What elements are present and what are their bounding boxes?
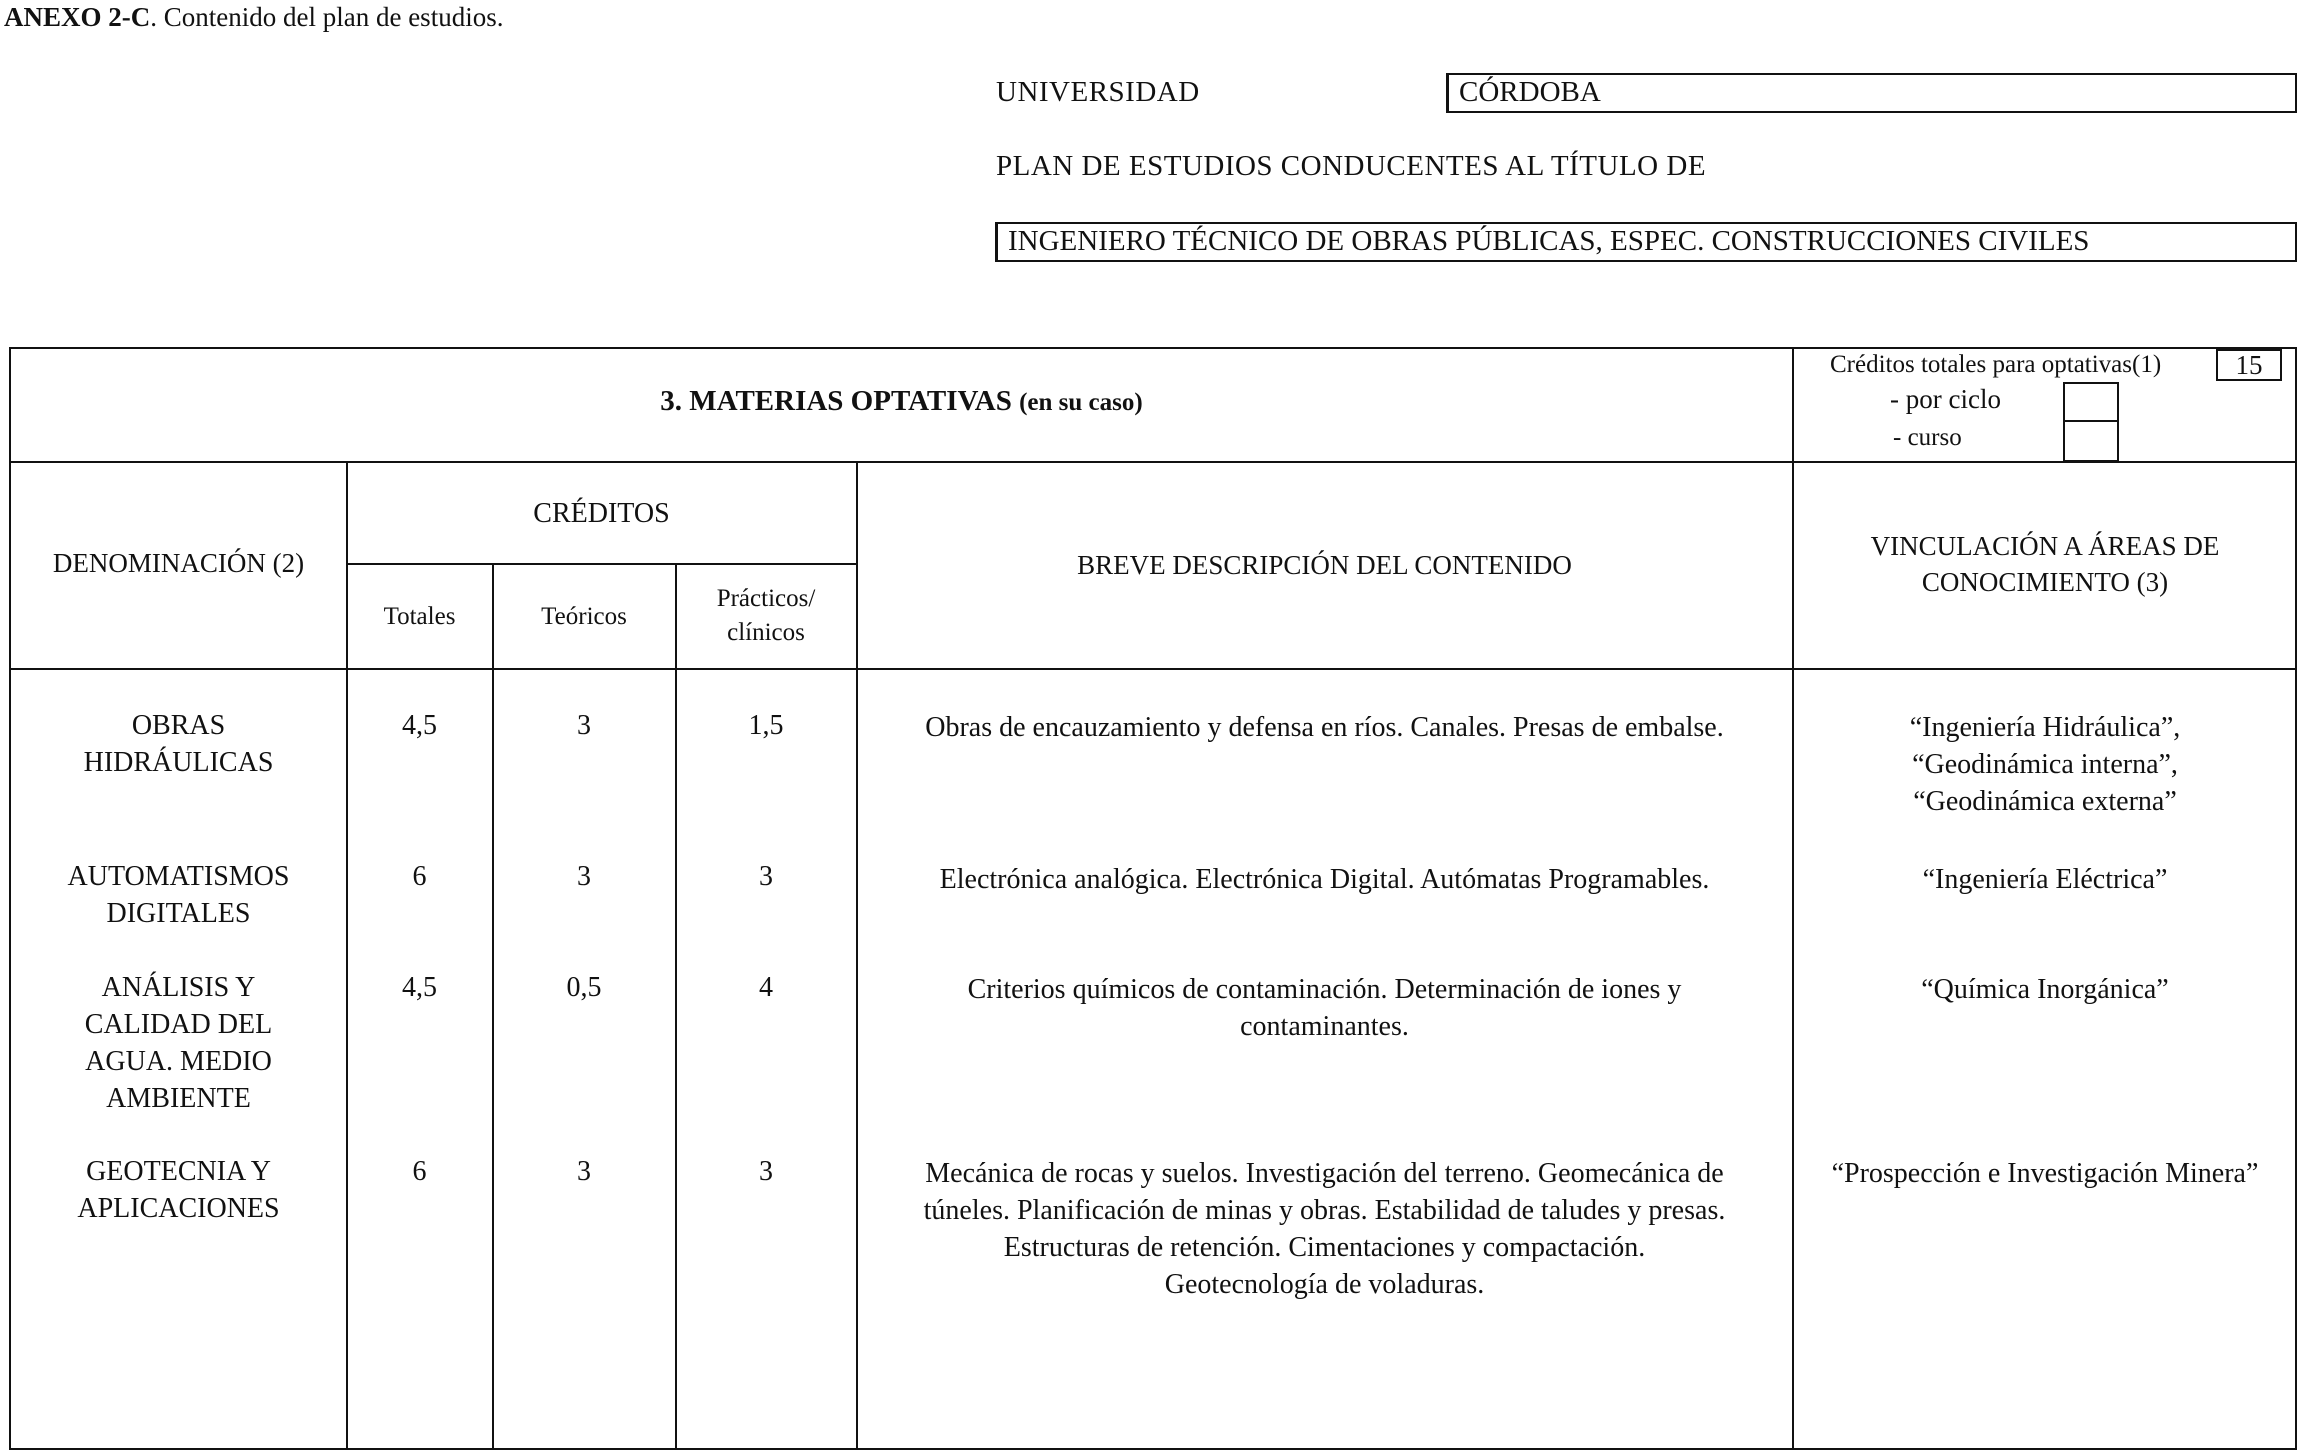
row-name-line: AMBIENTE xyxy=(106,1083,251,1114)
row-name-line: CALIDAD DEL xyxy=(84,1009,273,1040)
curso-box xyxy=(2063,420,2119,462)
university-value: CÓRDOBA xyxy=(1459,76,1601,108)
row-name xyxy=(11,858,346,932)
header-practicos xyxy=(676,582,856,650)
plan-label: PLAN DE ESTUDIOS CONDUCENTES AL TÍTULO DE xyxy=(996,150,1707,182)
row-name xyxy=(11,1153,346,1227)
credits-total-value: 15 xyxy=(2235,350,2263,380)
section-title-text: 3. MATERIAS OPTATIVAS xyxy=(660,385,1012,417)
row-descripcion xyxy=(857,709,1792,746)
row-teoricos: 3 xyxy=(577,861,591,892)
credits-total-label: Créditos totales para optativas(1) xyxy=(1830,351,2162,378)
row-practicos: 3 xyxy=(759,861,773,892)
table-divider xyxy=(1792,347,1794,1450)
curso-label: - curso xyxy=(1893,424,1962,451)
plan-value: INGENIERO TÉCNICO DE OBRAS PÚBLICAS, ESPEC. CONSTRUCCIONES CIVILES xyxy=(1008,225,2090,257)
row-desc-line: contaminantes. xyxy=(1240,1011,1409,1042)
row-area-line: “Ingeniería Eléctrica” xyxy=(1922,864,2168,895)
row-practicos: 3 xyxy=(759,1156,773,1187)
annex-label: ANEXO 2-C xyxy=(4,2,151,32)
row-area-line: “Geodinámica externa” xyxy=(1913,786,2177,817)
university-label: UNIVERSIDAD xyxy=(996,76,1200,108)
table-divider xyxy=(347,563,857,565)
row-area-line: “Prospección e Investigación Minera” xyxy=(1831,1158,2259,1189)
row-practicos: 1,5 xyxy=(748,710,784,741)
row-totales: 6 xyxy=(412,1156,427,1187)
row-name-line: APLICACIONES xyxy=(77,1193,280,1224)
row-name xyxy=(11,707,346,781)
header-practicos-line1: Prácticos/ xyxy=(716,585,816,612)
row-teoricos: 0,5 xyxy=(566,972,602,1003)
table-divider xyxy=(9,668,2297,670)
header-vinculacion-line2: CONOCIMIENTO (3) xyxy=(1921,567,2169,597)
row-totales: 4,5 xyxy=(402,710,437,741)
annex-rest: . Contenido del plan de estudios. xyxy=(150,2,504,32)
section-title-suffix: (en su caso) xyxy=(1019,389,1143,416)
row-desc-line: Electrónica analógica. Electrónica Digital. Autómatas Programables. xyxy=(939,864,1710,895)
table-divider xyxy=(492,563,494,1450)
row-descripcion xyxy=(857,1155,1792,1303)
header-teoricos: Teóricos xyxy=(541,603,627,630)
row-desc-line: Criterios químicos de contaminación. Determinación de iones y xyxy=(967,974,1682,1005)
row-area xyxy=(1793,1155,2297,1192)
row-area xyxy=(1793,861,2297,898)
row-desc-line: Geotecnología de voladuras. xyxy=(1164,1269,1485,1300)
header-practicos-line2: clínicos xyxy=(727,619,805,646)
header-totales: Totales xyxy=(383,603,456,630)
row-name-line: GEOTECNIA Y xyxy=(86,1156,271,1187)
header-denominacion: DENOMINACIÓN (2) xyxy=(52,548,305,578)
plan-value-box xyxy=(995,222,2297,262)
row-desc-line: Obras de encauzamiento y defensa en ríos. Canales. Presas de embalse. xyxy=(925,712,1724,743)
header-creditos: CRÉDITOS xyxy=(533,498,670,529)
university-value-box xyxy=(1446,73,2297,113)
table-divider xyxy=(675,563,677,1450)
credits-total-box xyxy=(2216,349,2282,381)
por-ciclo-box xyxy=(2063,382,2119,422)
row-desc-line: Mecánica de rocas y suelos. Investigación del terreno. Geomecánica de xyxy=(925,1158,1724,1189)
header-vinculacion-line1: VINCULACIÓN A ÁREAS DE xyxy=(1870,531,2220,561)
row-teoricos: 3 xyxy=(577,710,591,741)
row-name-line: HIDRÁULICAS xyxy=(83,747,274,778)
row-area xyxy=(1793,971,2297,1008)
row-name-line: ANÁLISIS Y xyxy=(101,972,256,1003)
row-name-line: AGUA. MEDIO xyxy=(85,1046,272,1077)
row-desc-line: Estructuras de retención. Cimentaciones y compactación. xyxy=(1003,1232,1646,1263)
row-descripcion xyxy=(857,861,1792,898)
header-vinculacion xyxy=(1793,528,2297,600)
row-totales: 6 xyxy=(412,861,427,892)
row-descripcion xyxy=(857,971,1792,1045)
row-area-line: “Ingeniería Hidráulica”, xyxy=(1909,712,2181,743)
annex-heading xyxy=(4,2,503,33)
row-name-line: AUTOMATISMOS xyxy=(67,861,290,892)
row-area-line: “Química Inorgánica” xyxy=(1921,974,2169,1005)
table-divider xyxy=(9,461,2297,463)
row-name-line: DIGITALES xyxy=(106,898,251,929)
row-teoricos: 3 xyxy=(577,1156,591,1187)
row-area-line: “Geodinámica interna”, xyxy=(1912,749,2178,780)
section-title xyxy=(11,383,1792,420)
row-practicos: 4 xyxy=(759,972,773,1003)
row-area xyxy=(1793,709,2297,820)
row-desc-line: túneles. Planificación de minas y obras. Estabilidad de taludes y presas. xyxy=(923,1195,1726,1226)
header-descripcion: BREVE DESCRIPCIÓN DEL CONTENIDO xyxy=(1077,550,1572,580)
row-totales: 4,5 xyxy=(402,972,437,1003)
row-name xyxy=(11,969,346,1117)
por-ciclo-label: - por ciclo xyxy=(1890,384,2001,414)
row-name-line: OBRAS xyxy=(131,710,226,741)
